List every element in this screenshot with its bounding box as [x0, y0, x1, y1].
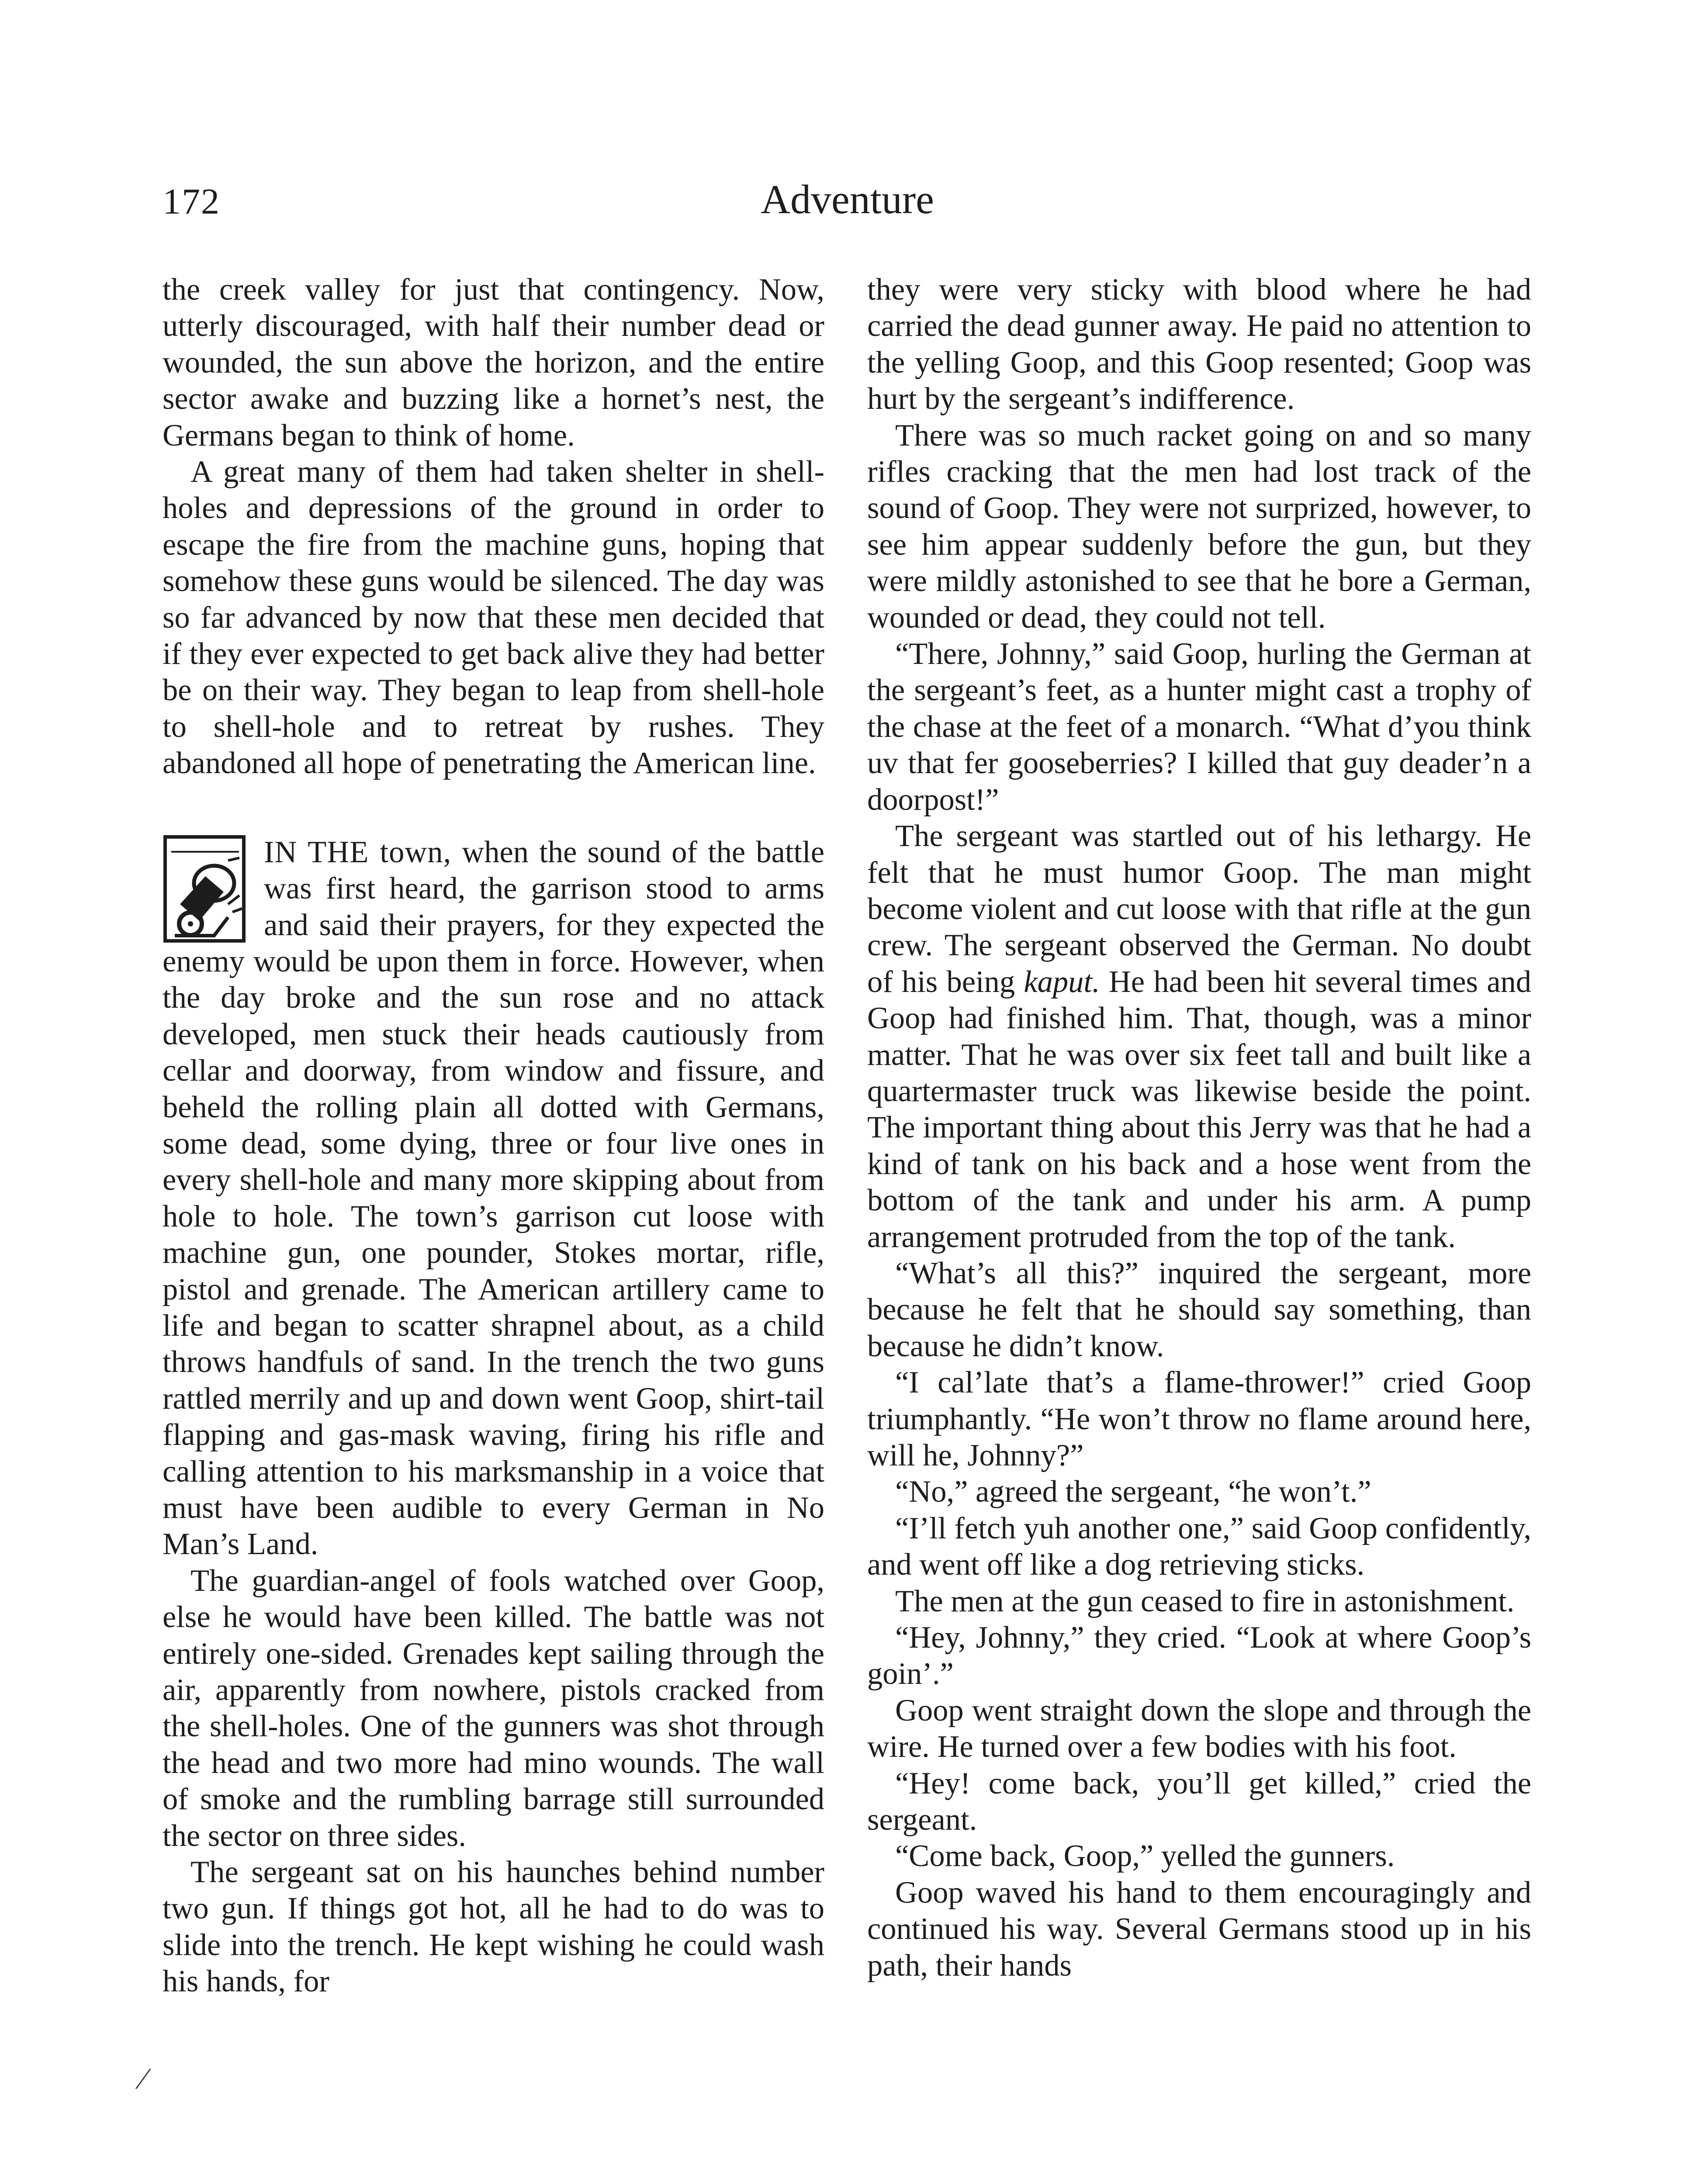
page-number: 172 [163, 181, 220, 222]
page-header [163, 169, 1532, 235]
italic-word: kaput. [1024, 964, 1100, 999]
paragraph: The men at the gun ceased to fire in astonishment. [895, 1584, 1515, 1618]
paragraph: “I’ll fetch yuh another one,” said Goop confidently, and went off like a dog retrieving sticks. [867, 1511, 1531, 1582]
paragraph: The guardian-angel of fools watched over Goop, else he would have been killed. The battle was not entirely one-sided. Grenades kept sailing through the air, apparently from nowhere, pistols cracked from the shell-holes. One of the gunners was shot through the head and two more had mino wounds. The wall of smoke and the rumbling barrage still surrounded the sector on three sides. [163, 1563, 824, 1853]
paragraph: “Come back, Goop,” yelled the gunners. [895, 1839, 1395, 1873]
paragraph: “No,” agreed the sergeant, “he won’t.” [895, 1475, 1371, 1509]
paragraph: “There, Johnny,” said Goop, hurling the German at the sergeant’s feet, as a hunter might cast a trophy of the chase at the feet of a monarch. “What d’you think uv that fer gooseberries? I killed that guy deader’n a doorpost!” [867, 637, 1531, 817]
paragraph: Goop waved his hand to them encouragingly and continued his way. Several Germans stood up in his path, their hands [867, 1875, 1531, 1983]
paragraph: “Hey, Johnny,” they cried. “Look at where Goop’s goin’.” [867, 1621, 1531, 1691]
section-paragraph [163, 834, 824, 1563]
paragraph: Goop went straight down the slope and through the wire. He turned over a few bodies with his foot. [867, 1693, 1531, 1764]
paragraph: “Hey! come back, you’ll get killed,” cried the sergeant. [867, 1766, 1531, 1837]
paragraph-text: He had been hit several times and Goop had finished him. That, though, was a minor matter. That he was over six feet tall and built like a quartermaster truck was likewise beside the point. The important thing about this Jerry was that he had a kind of tank on his back and a hose went from the bottom of the tank and under his arm. A pump arrangement protruded from the top of the tank. [867, 964, 1532, 1254]
cannon-vignette-icon [163, 834, 246, 943]
section-lead-continuation: when the sound of the battle was first heard, the garrison stood to arms and said their prayers, for they expected the enemy would be upon them in force. However, when the day broke and the sun rose and no attack developed, men stuck their heads cautiously from cellar and doorway, from window and fissure, and beheld the rolling plain all dotted with Germans, some dead, some dying, three or four live ones in every shell-hole and many more skipping about from hole to hole. The town’s garrison cut loose with machine gun, one pounder, Stokes mortar, rifle, pistol and grenade. The American artillery came to life and began to scatter shrapnel about, as a child throws handfuls of sand. In the trench the two guns rattled merrily and up and down went Goop, shirt-tail flapping and gas-mask waving, firing his rifle and calling attention to his marksmanship in a voice that must have been audible to every German in No Man’s Land. [163, 835, 824, 1562]
paragraph: the creek valley for just that contingency. Now, utterly discouraged, with half their number dead or wounded, the sun above the horizon, and the entire sector awake and buzzing like a hornet’s nest, the Germans began to think of home. [163, 273, 824, 453]
paragraph: There was so much racket going on and so many rifles cracking that the men had lost track of the sound of Goop. They were not surprized, however, to see him appear suddenly before the gun, but they were mildly astonished to see that he bore a German, wounded or dead, they could not tell. [867, 418, 1531, 635]
margin-mark: ⁄ [141, 2062, 146, 2096]
section-lead: IN THE town, [264, 835, 452, 869]
left-column [163, 272, 824, 2000]
paragraph: “What’s all this?” inquired the sergeant, more because he felt that he should say something, than because he didn’t know. [867, 1256, 1531, 1363]
paragraph: A great many of them had taken shelter in shell-holes and depressions of the ground in order to escape the fire from the machine guns, hoping that somehow these guns would be silenced. The day was so far advanced by now that these men decided that if they ever expected to get back alive they had better be on their way. They began to leap from shell-hole to shell-hole and to retreat by rushes. They abandoned all hope of penetrating the American line. [163, 455, 824, 781]
paragraph: they were very sticky with blood where he had carried the dead gunner away. He paid no attention to the yelling Goop, and this Goop resented; Goop was hurt by the sergeant’s indifference. [867, 273, 1531, 416]
right-column [867, 272, 1531, 1984]
paragraph-text: The sergeant was startled out of his lethargy. He felt that he must humor Goop. The man might become violent and cut loose with that rifle at the gun crew. The sergeant observed the German. No doubt of his being [867, 819, 1531, 999]
running-title: Adventure [761, 177, 934, 222]
paragraph [867, 818, 1531, 1255]
paragraph: “I cal’late that’s a flame-thrower!” cried Goop triumphantly. “He won’t throw no flame around here, will he, Johnny?” [867, 1365, 1531, 1472]
section-break [163, 834, 824, 1563]
paragraph: The sergeant sat on his haunches behind number two gun. If things got hot, all he had to do was to slide into the trench. He kept wishing he could wash his hands, for [163, 1855, 824, 1999]
